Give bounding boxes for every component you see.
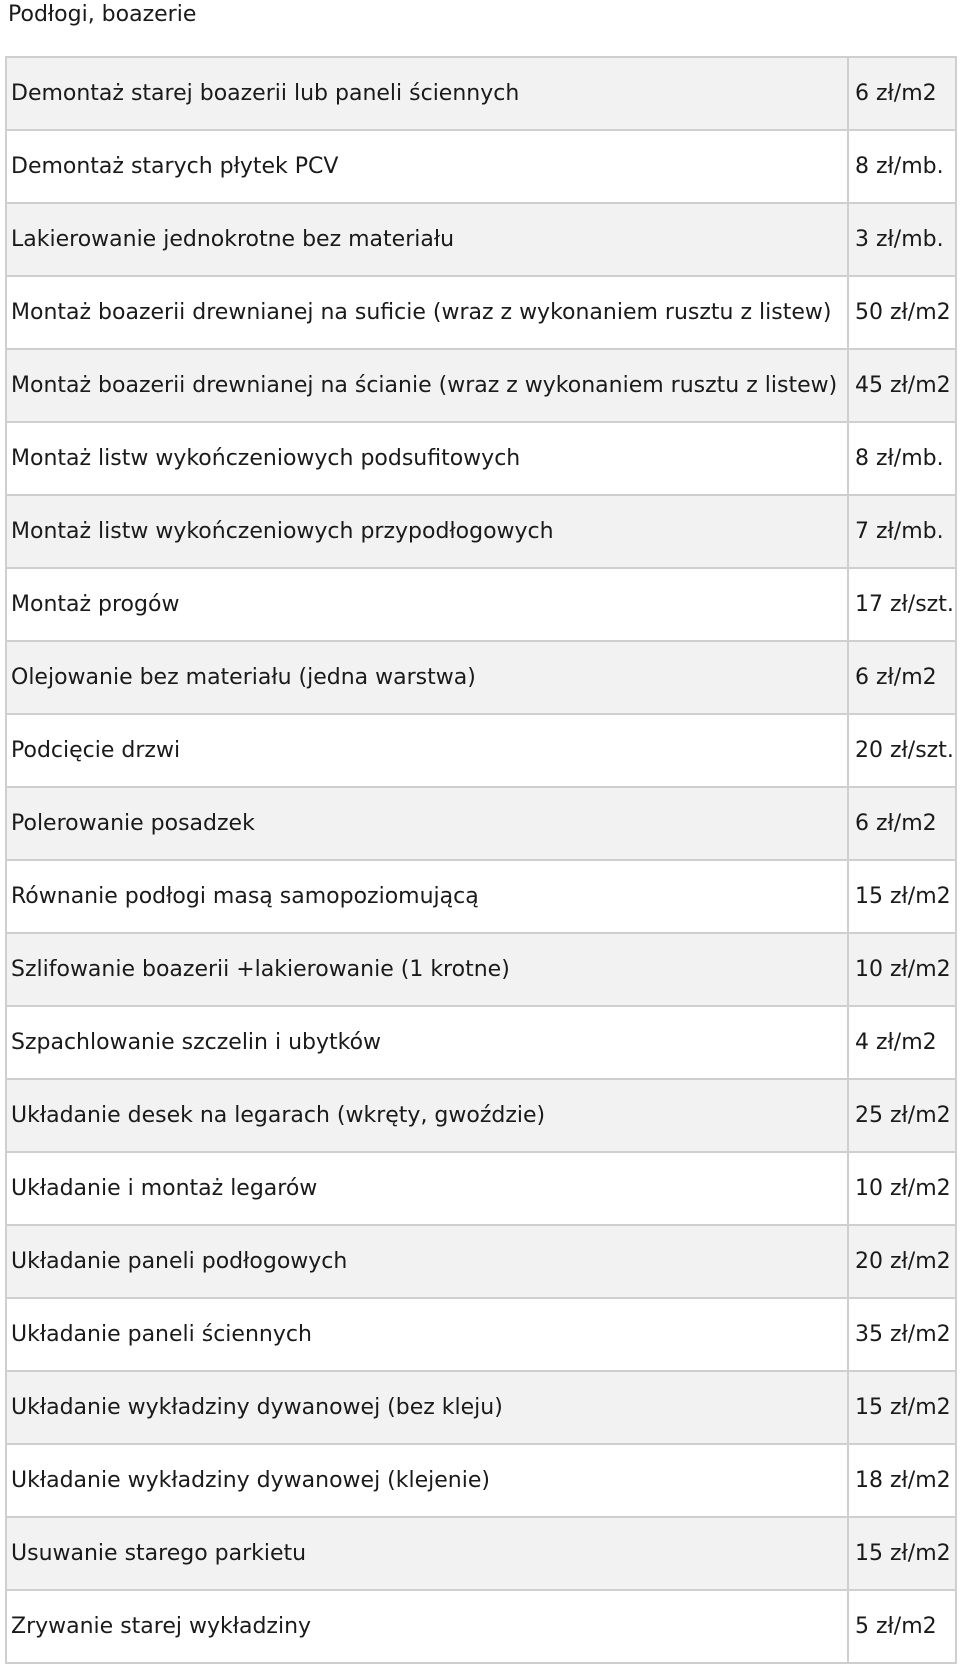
service-price: 8 zł/mb. xyxy=(848,130,956,203)
service-price: 8 zł/mb. xyxy=(848,422,956,495)
service-price: 10 zł/m2 xyxy=(848,933,956,1006)
table-row xyxy=(6,860,956,933)
table-row xyxy=(6,422,956,495)
table-row xyxy=(6,1298,956,1371)
service-name: Szlifowanie boazerii +lakierowanie (1 krotne) xyxy=(6,933,848,1006)
service-price: 50 zł/m2 xyxy=(848,276,956,349)
service-name: Montaż listw wykończeniowych przypodłogowych xyxy=(6,495,848,568)
table-row xyxy=(6,276,956,349)
table-row xyxy=(6,130,956,203)
service-name: Demontaż starych płytek PCV xyxy=(6,130,848,203)
service-price: 20 zł/szt. xyxy=(848,714,956,787)
service-name: Podcięcie drzwi xyxy=(6,714,848,787)
table-row xyxy=(6,1225,956,1298)
service-price: 6 zł/m2 xyxy=(848,57,956,130)
table-row xyxy=(6,1006,956,1079)
table-row xyxy=(6,495,956,568)
service-name: Demontaż starej boazerii lub paneli ściennych xyxy=(6,57,848,130)
service-price: 35 zł/m2 xyxy=(848,1298,956,1371)
table-row xyxy=(6,1371,956,1444)
service-name: Układanie desek na legarach (wkręty, gwoździe) xyxy=(6,1079,848,1152)
service-price: 3 zł/mb. xyxy=(848,203,956,276)
service-name: Układanie i montaż legarów xyxy=(6,1152,848,1225)
service-price: 15 zł/m2 xyxy=(848,1517,956,1590)
service-name: Montaż progów xyxy=(6,568,848,641)
table-row xyxy=(6,641,956,714)
service-price: 17 zł/szt. xyxy=(848,568,956,641)
service-price: 45 zł/m2 xyxy=(848,349,956,422)
service-price: 15 zł/m2 xyxy=(848,860,956,933)
table-row xyxy=(6,1079,956,1152)
service-name: Układanie wykładziny dywanowej (bez kleju) xyxy=(6,1371,848,1444)
service-name: Montaż boazerii drewnianej na ścianie (wraz z wykonaniem rusztu z listew) xyxy=(6,349,848,422)
service-name: Montaż listw wykończeniowych podsufitowych xyxy=(6,422,848,495)
table-row xyxy=(6,933,956,1006)
table-row xyxy=(6,57,956,130)
service-price: 7 zł/mb. xyxy=(848,495,956,568)
table-row xyxy=(6,1590,956,1663)
service-price: 20 zł/m2 xyxy=(848,1225,956,1298)
table-row xyxy=(6,787,956,860)
service-name: Równanie podłogi masą samopoziomującą xyxy=(6,860,848,933)
page-title: Podłogi, boazerie xyxy=(8,2,197,27)
service-name: Szpachlowanie szczelin i ubytków xyxy=(6,1006,848,1079)
service-name: Olejowanie bez materiału (jedna warstwa) xyxy=(6,641,848,714)
service-price: 18 zł/m2 xyxy=(848,1444,956,1517)
service-price: 5 zł/m2 xyxy=(848,1590,956,1663)
table-row xyxy=(6,568,956,641)
service-name: Zrywanie starej wykładziny xyxy=(6,1590,848,1663)
service-price: 15 zł/m2 xyxy=(848,1371,956,1444)
service-price: 25 zł/m2 xyxy=(848,1079,956,1152)
service-price: 4 zł/m2 xyxy=(848,1006,956,1079)
table-row xyxy=(6,1517,956,1590)
service-name: Usuwanie starego parkietu xyxy=(6,1517,848,1590)
service-price: 10 zł/m2 xyxy=(848,1152,956,1225)
table-row xyxy=(6,203,956,276)
price-table-body xyxy=(6,57,956,1663)
service-name: Układanie paneli podłogowych xyxy=(6,1225,848,1298)
table-row xyxy=(6,1444,956,1517)
service-name: Montaż boazerii drewnianej na suficie (wraz z wykonaniem rusztu z listew) xyxy=(6,276,848,349)
price-table xyxy=(5,56,957,1664)
table-row xyxy=(6,714,956,787)
service-price: 6 zł/m2 xyxy=(848,787,956,860)
service-name: Polerowanie posadzek xyxy=(6,787,848,860)
table-row xyxy=(6,1152,956,1225)
table-row xyxy=(6,349,956,422)
service-price: 6 zł/m2 xyxy=(848,641,956,714)
service-name: Lakierowanie jednokrotne bez materiału xyxy=(6,203,848,276)
service-name: Układanie wykładziny dywanowej (klejenie) xyxy=(6,1444,848,1517)
service-name: Układanie paneli ściennych xyxy=(6,1298,848,1371)
